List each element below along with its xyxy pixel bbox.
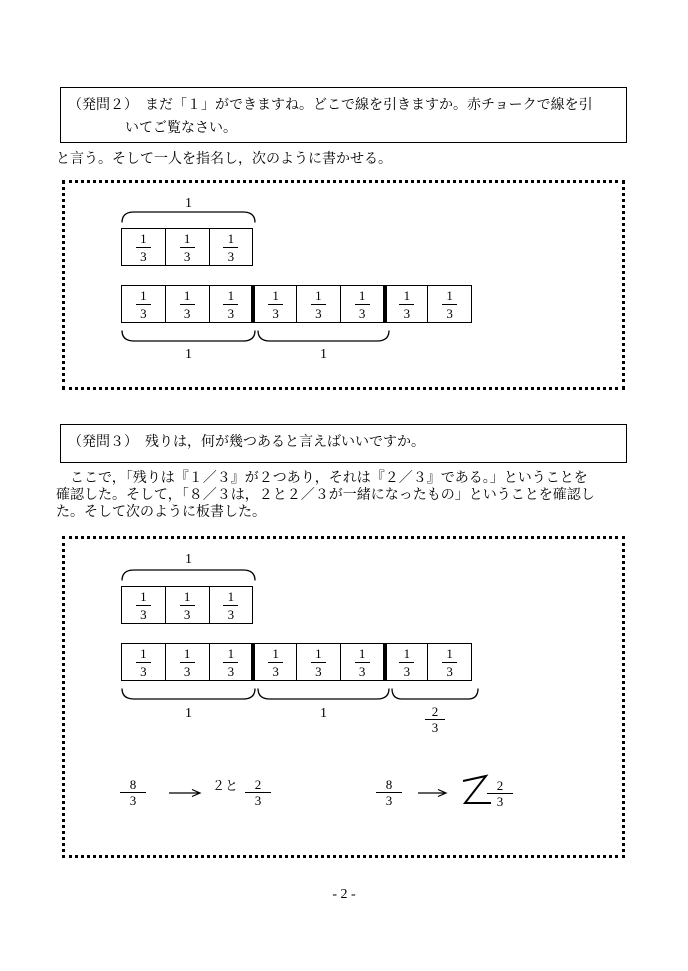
fraction-cell: [383, 285, 429, 323]
numerator: 2: [496, 778, 504, 793]
numerator: 1: [140, 588, 147, 604]
fraction-cell: [121, 586, 166, 624]
brace-top-icon: [120, 210, 257, 223]
brace-label-fraction-2-3: [425, 704, 445, 735]
narration-line-3: 確認した。そして，「８／３は，２と２／３が一緒になったもの」ということを確認し: [56, 488, 595, 503]
fraction-bar: [355, 304, 370, 305]
numerator: 1: [227, 287, 235, 303]
fraction-cell: [427, 643, 472, 681]
brace-label-1: 1: [320, 706, 327, 721]
denominator: 3: [140, 663, 147, 679]
right-arrow-icon: [168, 787, 202, 799]
fraction-8-3: [120, 777, 146, 808]
fraction-cell: [296, 643, 341, 681]
denominator: 3: [140, 606, 147, 622]
fraction-8-3: [376, 777, 402, 808]
numerator: 1: [183, 230, 191, 246]
fraction-bar: [136, 662, 151, 663]
fraction-cell: [209, 586, 254, 624]
blackboard-diagram-1: [62, 180, 625, 390]
narration-line-2: ここで，「残りは『１／３』が２つあり，それは『２／３』である。」ということを: [56, 471, 588, 486]
denominator: 3: [315, 305, 322, 321]
fraction-cell: [251, 285, 297, 323]
narration-line-4: た。そして次のように板書した。: [56, 505, 266, 520]
fraction-bar: [268, 662, 283, 663]
fraction-strip-3: [121, 228, 253, 266]
fraction-cell: [340, 643, 385, 681]
fraction-cell: [121, 643, 166, 681]
fraction-cell: [427, 285, 472, 323]
blackboard-diagram-2: [62, 536, 625, 858]
fraction-cell: [340, 285, 385, 323]
fraction-bar: [180, 304, 195, 305]
numerator: 1: [140, 645, 147, 661]
fraction-bar: [223, 304, 238, 305]
numerator: 1: [403, 287, 411, 303]
denominator: 3: [358, 305, 366, 321]
denominator: 3: [272, 305, 279, 321]
numerator: 1: [446, 287, 453, 303]
numerator: 1: [140, 230, 147, 246]
fraction-bar: [180, 662, 195, 663]
fraction-bar: [442, 662, 457, 663]
numerator: 1: [446, 645, 453, 661]
fraction-bar: [311, 662, 326, 663]
denominator: 3: [403, 663, 411, 679]
numerator: 1: [183, 645, 191, 661]
fraction-bar: [399, 662, 414, 663]
numerator: 1: [140, 287, 147, 303]
fraction-bar: [268, 304, 283, 305]
brace-bottom-icon: [256, 688, 391, 701]
narration-line-1: と言う。そして一人を指名し，次のように書かせる。: [56, 152, 392, 167]
denominator: 3: [227, 248, 235, 264]
denominator: 3: [129, 793, 137, 808]
numerator: 1: [183, 588, 191, 604]
denominator: 3: [227, 663, 235, 679]
numerator: 1: [227, 230, 235, 246]
fraction-cell: [209, 643, 254, 681]
fraction-strip-3: [121, 586, 253, 624]
fraction-strip-8: [121, 643, 472, 681]
denominator: 3: [140, 305, 147, 321]
fraction-bar: [355, 662, 370, 663]
denominator: 3: [140, 248, 147, 264]
denominator: 3: [446, 305, 453, 321]
fraction-bar: [442, 304, 457, 305]
numerator: 1: [315, 287, 322, 303]
fraction-cell: [165, 643, 210, 681]
denominator: 3: [227, 305, 235, 321]
fraction-cell: [383, 643, 429, 681]
brace-bottom-icon: [390, 688, 480, 701]
numerator: 1: [403, 645, 411, 661]
fraction-cell: [251, 643, 297, 681]
numerator: 1: [315, 645, 322, 661]
unit-label-top: 1: [185, 196, 192, 211]
fraction-2-3: [487, 778, 513, 809]
numerator: 8: [129, 777, 137, 792]
unit-label-top: 1: [185, 552, 192, 567]
fraction-bar: [223, 662, 238, 663]
denominator: 3: [183, 305, 191, 321]
fraction-cell: [209, 285, 254, 323]
question-box-hatsumon-2: [60, 87, 627, 143]
denominator: 3: [315, 663, 322, 679]
brace-label-1: 1: [185, 347, 192, 362]
numerator: 1: [183, 287, 191, 303]
fraction-bar: [223, 247, 238, 248]
brace-top-icon: [120, 568, 257, 581]
fraction-cell: [209, 228, 254, 266]
denominator: 3: [183, 663, 191, 679]
numerator: 2: [431, 704, 439, 719]
fraction-bar: [399, 304, 414, 305]
denominator: 3: [358, 663, 366, 679]
numerator: 2: [254, 777, 262, 792]
numerator: 1: [227, 645, 235, 661]
fraction-cell: [165, 586, 210, 624]
question-2-line-1: （発問２） まだ「１」ができますね。どこで線を引きますか。赤チョークで線を引: [68, 98, 593, 113]
fraction-cell: [296, 285, 341, 323]
question-2-line-2: いてご覧なさい。: [125, 121, 237, 136]
fraction-bar: [136, 605, 151, 606]
denominator: 3: [446, 663, 453, 679]
fraction-cell: [121, 228, 166, 266]
numerator: 1: [227, 588, 235, 604]
numerator: 1: [358, 645, 366, 661]
fraction-bar: [136, 304, 151, 305]
fraction-bar: [180, 605, 195, 606]
numerator: 8: [385, 777, 393, 792]
brace-bottom-icon: [120, 330, 257, 343]
denominator: 3: [183, 248, 191, 264]
fraction-bar: [223, 605, 238, 606]
denominator: 3: [272, 663, 279, 679]
question-3-line-1: （発問３） 残りは，何が幾つあると言えばいいですか。: [68, 435, 425, 450]
fraction-cell: [121, 285, 166, 323]
numerator: 1: [272, 287, 279, 303]
denominator: 3: [403, 305, 411, 321]
denominator: 3: [254, 793, 262, 808]
brace-label-1: 1: [320, 347, 327, 362]
brace-bottom-icon: [120, 688, 257, 701]
fraction-bar: [311, 304, 326, 305]
denominator: 3: [385, 793, 393, 808]
fraction-bar: [180, 247, 195, 248]
fraction-bar: [136, 247, 151, 248]
page-number: - 2 -: [332, 887, 356, 902]
denominator: 3: [496, 794, 504, 809]
fraction-cell: [165, 228, 210, 266]
denominator: 3: [227, 606, 235, 622]
numerator: 1: [272, 645, 279, 661]
brace-bottom-icon: [256, 330, 391, 343]
right-arrow-icon: [417, 787, 448, 799]
fraction-cell: [165, 285, 210, 323]
fraction-strip-8: [121, 285, 472, 323]
numerator: 1: [358, 287, 366, 303]
equation-mid-text: ２と: [212, 778, 239, 793]
fraction-2-3: [245, 777, 271, 808]
denominator: 3: [431, 720, 439, 735]
question-box-hatsumon-3: [60, 424, 627, 463]
denominator: 3: [183, 606, 191, 622]
brace-label-1: 1: [185, 706, 192, 721]
